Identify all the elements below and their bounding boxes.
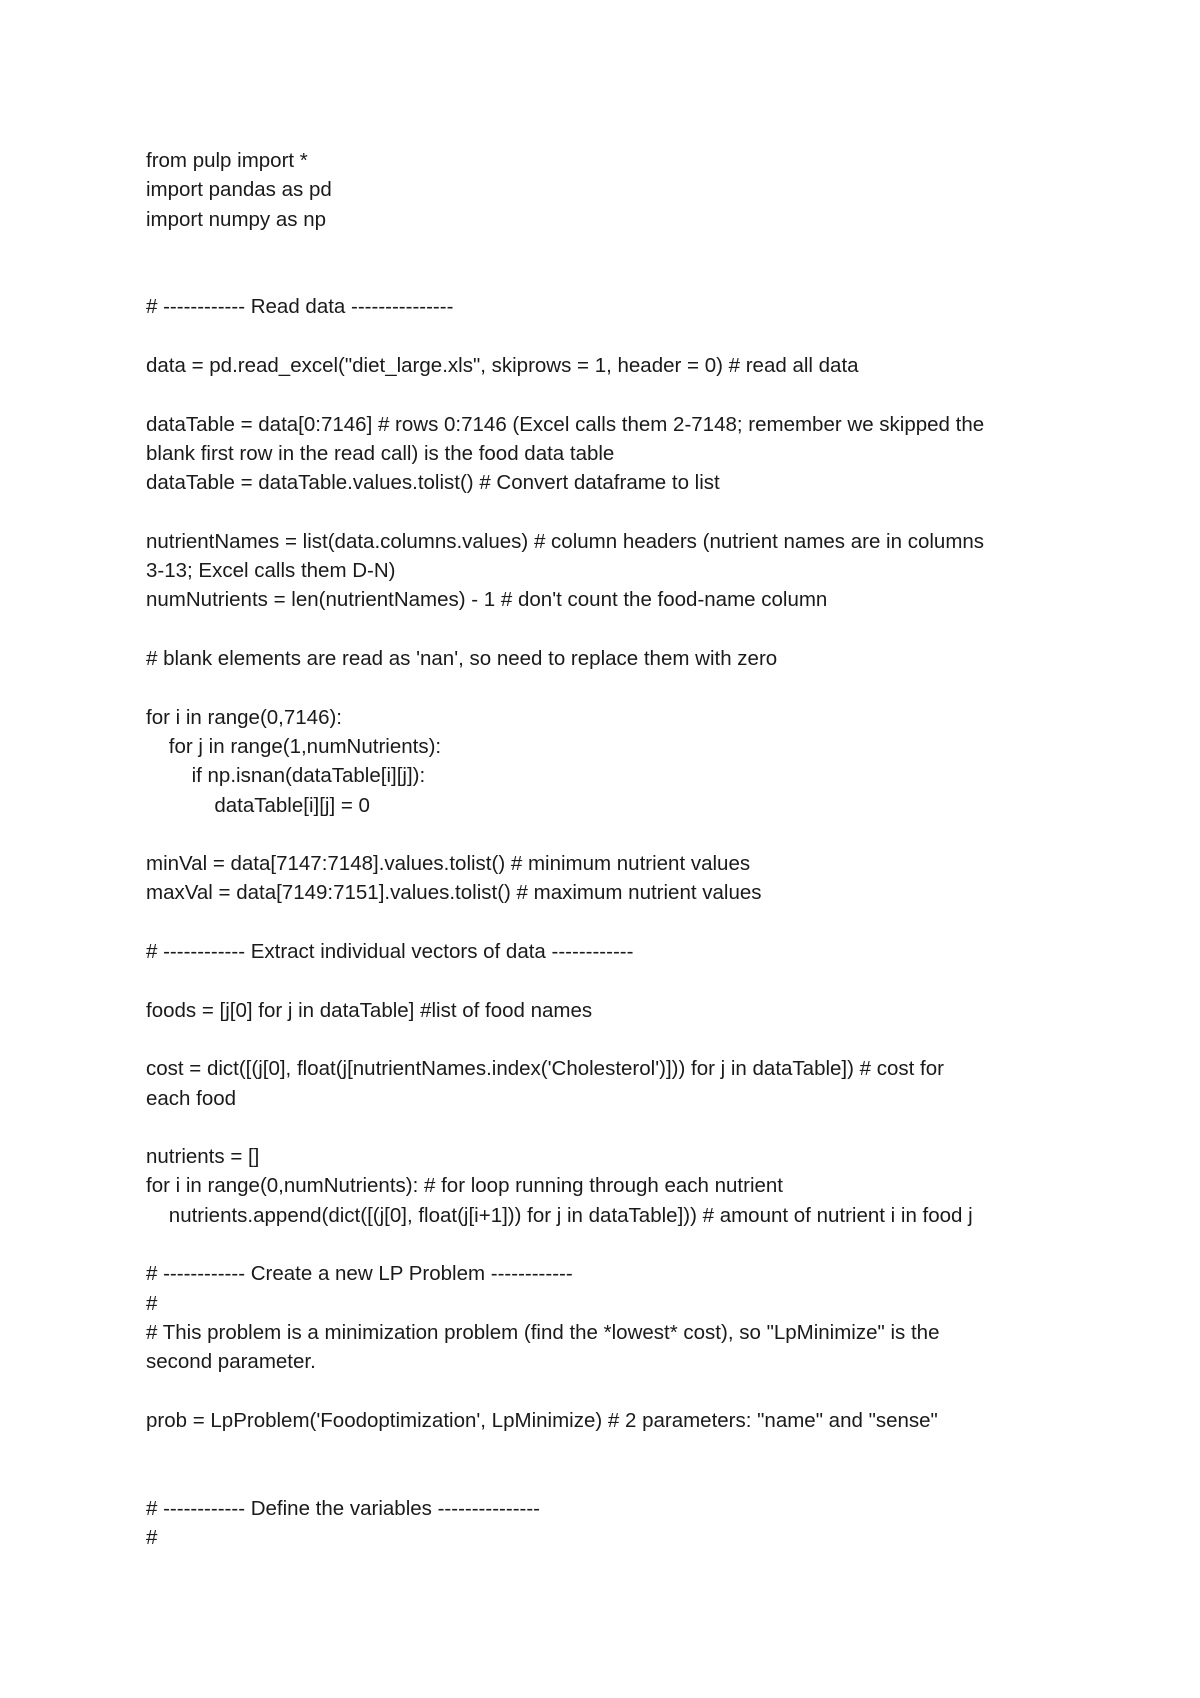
blank-line <box>146 908 1076 937</box>
blank-line <box>146 1230 1076 1259</box>
text-line: import pandas as pd <box>146 178 332 202</box>
text-line: import numpy as np <box>146 207 327 231</box>
blank-line <box>146 1464 1076 1493</box>
text-line: foods = [j[0] for j in dataTable] #list of food names <box>146 998 593 1022</box>
text-line: prob = LpProblem('Foodoptimization', LpMinimize) # 2 parameters: "name" and "sense" <box>146 1408 938 1432</box>
text-line: cost = dict([(j[0], float(j[nutrientNames.index('Cholesterol')])) for j in dataTable]) # cost for <box>146 1057 944 1081</box>
blank-line <box>146 1376 1076 1405</box>
text-line: each food <box>146 1086 237 1110</box>
text-line: nutrients = [] <box>146 1145 260 1169</box>
blank-line <box>146 1435 1076 1464</box>
blank-line <box>146 380 1076 409</box>
text-line: for j in range(1,numNutrients): <box>146 734 442 758</box>
text-line: numNutrients = len(nutrientNames) - 1 # don't count the food-name column <box>146 588 828 612</box>
code-text-body <box>146 146 1076 1552</box>
blank-line <box>146 615 1076 644</box>
section-comment: # ------------ Define the variables --------------- <box>146 1496 540 1520</box>
section-comment: # ------------ Create a new LP Problem ------------ <box>146 1262 573 1286</box>
comment-line: # This problem is a minimization problem (find the *lowest* cost), so "LpMinimize" is the <box>146 1320 940 1344</box>
text-line: nutrients.append(dict([(j[0], float(j[i+1])) for j in dataTable])) # amount of nutrient i in food j <box>146 1203 973 1227</box>
text-line: dataTable = data[0:7146] # rows 0:7146 (Excel calls them 2-7148; remember we skipped the <box>146 412 985 436</box>
text-line: data = pd.read_excel("diet_large.xls", skiprows = 1, header = 0) # read all data <box>146 354 859 378</box>
text-line: dataTable[i][j] = 0 <box>146 793 370 817</box>
blank-line <box>146 966 1076 995</box>
text-line: maxVal = data[7149:7151].values.tolist() # maximum nutrient values <box>146 881 762 905</box>
text-line: dataTable = dataTable.values.tolist() # Convert dataframe to list <box>146 471 720 495</box>
comment-line: # blank elements are read as 'nan', so need to replace them with zero <box>146 647 778 671</box>
text-line: from pulp import * <box>146 149 308 172</box>
text-line: for i in range(0,7146): <box>146 705 343 729</box>
blank-line <box>146 498 1076 527</box>
text-line: minVal = data[7147:7148].values.tolist() # minimum nutrient values <box>146 852 751 876</box>
blank-line <box>146 1113 1076 1142</box>
blank-line <box>146 263 1076 292</box>
section-comment: # ------------ Extract individual vectors of data ------------ <box>146 940 634 964</box>
blank-line <box>146 1025 1076 1054</box>
blank-line <box>146 673 1076 702</box>
section-comment: # ------------ Read data --------------- <box>146 295 454 319</box>
comment-line: # <box>146 1291 158 1315</box>
blank-line <box>146 820 1076 849</box>
text-line: if np.isnan(dataTable[i][j]): <box>146 764 426 788</box>
blank-line <box>146 234 1076 263</box>
text-line: second parameter. <box>146 1350 316 1374</box>
text-line: blank first row in the read call) is the food data table <box>146 441 615 465</box>
comment-line: # <box>146 1525 158 1549</box>
blank-line <box>146 322 1076 351</box>
text-line: nutrientNames = list(data.columns.values) # column headers (nutrient names are in columns <box>146 529 985 553</box>
text-line: for i in range(0,numNutrients): # for loop running through each nutrient <box>146 1174 784 1198</box>
text-line: 3-13; Excel calls them D-N) <box>146 559 396 583</box>
